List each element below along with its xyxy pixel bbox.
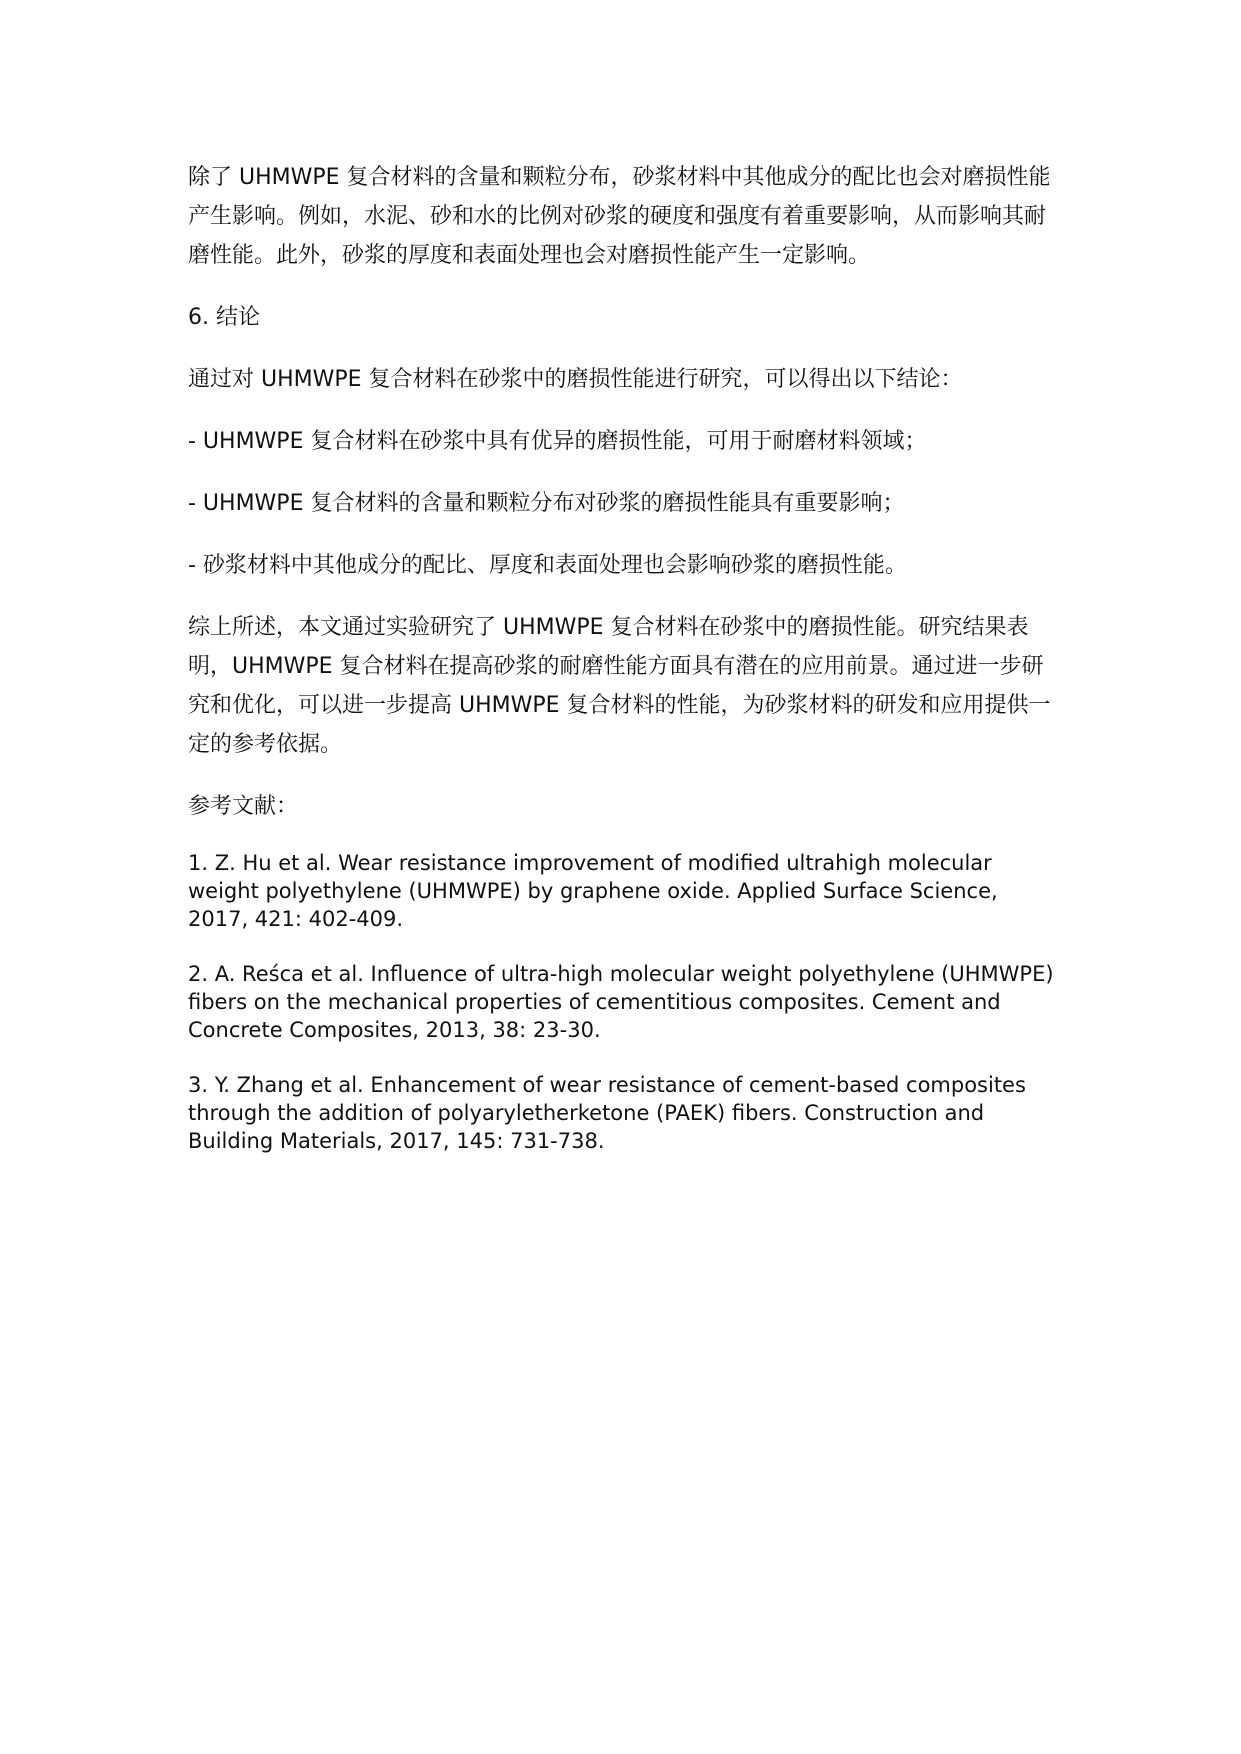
references-heading: 参考文献：: [188, 794, 299, 819]
reference-item-1: 1. Z. Hu et al. Wear resistance improvement of modified ultrahigh molecular weight polyethylene (UHMWPE) by graphene oxide. Applied Surface Science, 2017, 421: 402-409.: [188, 851, 998, 931]
conclusion-bullet-3: - 砂浆材料中其他成分的配比、厚度和表面处理也会影响砂浆的磨损性能。: [188, 553, 907, 578]
page-body: [188, 158, 1058, 1182]
conclusion-bullet-1: - UHMWPE 复合材料在砂浆中具有优异的磨损性能，可用于耐磨材料领域；: [188, 429, 927, 454]
section-heading-conclusion: 6. 结论: [188, 305, 260, 330]
intro-paragraph: 除了 UHMWPE 复合材料的含量和颗粒分布，砂浆材料中其他成分的配比也会对磨损性能产生影响。例如，水泥、砂和水的比例对砂浆的硬度和强度有着重要影响，从而影响其耐磨性能。此外，砂浆的厚度和表面处理也会对磨损性能产生一定影响。: [188, 165, 1051, 268]
conclusion-bullet-2: - UHMWPE 复合材料的含量和颗粒分布对砂浆的磨损性能具有重要影响；: [188, 491, 905, 516]
reference-item-3: 3. Y. Zhang et al. Enhancement of wear resistance of cement-based composites through the addition of polyaryletherketone (PAEK) fibers. Construction and Building Materials, 2017, 145: 731-738.: [188, 1073, 1026, 1153]
reference-list: [188, 849, 1058, 1155]
conclusion-lead-paragraph: 通过对 UHMWPE 复合材料在砂浆中的磨损性能进行研究，可以得出以下结论：: [188, 367, 963, 392]
reference-item-2: 2. A. Reśca et al. Influence of ultra-high molecular weight polyethylene (UHMWPE) fibers on the mechanical properties of cementitious composites. Cement and Concrete Composites, 2013, 38: 23-30.: [188, 962, 1054, 1042]
summary-paragraph: 综上所述，本文通过实验研究了 UHMWPE 复合材料在砂浆中的磨损性能。研究结果表明，UHMWPE 复合材料在提高砂浆的耐磨性能方面具有潜在的应用前景。通过进一步研究和优化，可以进一步提高 UHMWPE 复合材料的性能，为砂浆材料的研发和应用提供一定的参考依据。: [188, 615, 1051, 757]
